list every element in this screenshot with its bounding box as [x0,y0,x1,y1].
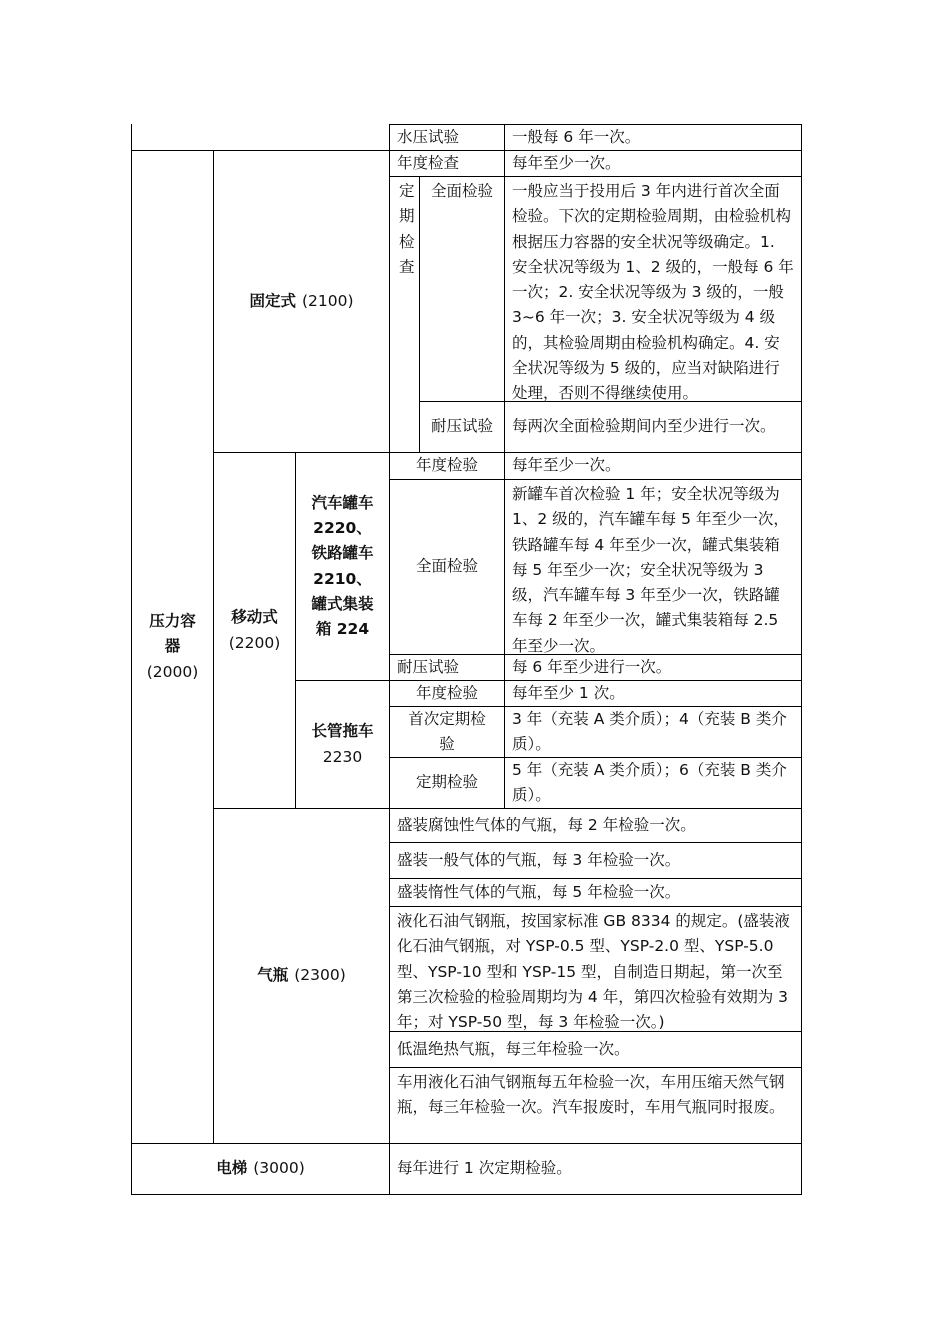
elevator-code: (3000) [253,1159,305,1178]
tank-pressure-value: 每 6 年至少进行一次。 [512,657,672,676]
cylinder-item: 车用液化石油气钢瓶每五年检验一次，车用压缩天然气钢瓶，每三年检验一次。汽车报废时，车用气瓶同时报废。 [397,1073,785,1117]
water-test-value: 一般每 6 年一次。 [512,127,641,146]
pressure-vessel-code: (2000) [146,662,199,681]
tube-trailer-label: 长管拖车 [311,722,374,741]
grid-line [131,1194,802,1195]
cylinder-item: 盛装惰性气体的气瓶，每 5 年检验一次。 [397,882,681,901]
full-inspection-value: 一般应当于投用后 3 年内进行首次全面检验。下次的定期检验周期，由检验机构根据压力容器的安全状况等级确定。1. 安全状况等级为 1、2 级的，一般每 6 年一次；2. 安全状况等级为 3 级的，一般 3~6 年一次；3. 安全状况等级为 4 级的，其检验周期由检验机构确定。4. 安全状况等级为 5 级的，应当对缺陷进行处理，否则不得继续使用。 [512,182,794,403]
tube-trailer-code: 2230 [322,747,363,766]
fixed-label: 固定式 [249,291,296,310]
tube-annual-value: 每年至少 1 次。 [512,683,625,702]
cylinder-item: 液化石油气钢瓶，按国家标准 GB 8334 的规定。(盛装液化石油气钢瓶，对 YSP-0.5 型、YSP-2.0 型、YSP-5.0 型、YSP-10 型和 YSP-15 型，自制造日期起，第一次至第三次检验的检验周期均为 4 年，第四次检验有效期为 3 年；对 YSP-50 型，每 3 年检验一次。) [397,912,790,1032]
tube-periodic-value: 5 年（充装 A 类介质）；6（充装 B 类介质）。 [512,760,787,804]
cylinder-header [214,809,389,1143]
elevator-header [132,1144,389,1194]
annual-check-label: 年度检查 [397,153,460,172]
tube-trailer-header [296,681,389,808]
tube-first-periodic-value: 3 年（充装 A 类介质）；4（充装 B 类介质）。 [512,709,787,753]
cylinder-label: 气瓶 [257,966,289,985]
tank-full-label: 全面检验 [415,557,478,576]
fixed-header [214,151,389,452]
tank-full-value: 新罐车首次检验 1 年；安全状况等级为 1、2 级的，汽车罐车每 5 年至少一次，铁路罐车每 4 年至少一次，罐式集装箱每 5 年至少一次；安全状况等级为 3 级，汽车罐车每 3 年至少一次，铁路罐车每 2 年至少一次，罐式集装箱每 2.5 年至少一次。 [512,485,789,655]
tube-annual-label: 年度检验 [415,683,478,702]
grid-line [801,124,802,1195]
elevator-label: 电梯 [216,1159,248,1178]
mobile-label: 移动式 [231,608,278,627]
pressure-test-label: 耐压试验 [431,417,494,436]
tank-car-header: 汽车罐车 2220、铁路罐车 2210、罐式集装箱 224 [311,493,374,639]
tube-periodic-label: 定期检验 [415,773,478,792]
fixed-code: (2100) [301,291,354,310]
mobile-code: (2200) [228,633,281,652]
pressure-vessel-header [132,151,213,1143]
cylinder-code: (2300) [294,966,346,985]
pressure-vessel-label: 压力容器 [149,612,196,656]
tube-first-periodic-label: 首次定期检验 [408,709,486,753]
annual-check-value: 每年至少一次。 [512,153,621,172]
cylinder-item: 低温绝热气瓶，每三年检验一次。 [397,1039,630,1058]
tank-pressure-label: 耐压试验 [397,657,460,676]
water-test-label: 水压试验 [397,127,460,146]
periodic-check-label: 定期检查 [399,182,415,276]
tank-annual-label: 年度检验 [415,456,478,475]
full-inspection-label: 全面检验 [431,182,494,200]
pressure-test-value: 每两次全面检验期间内至少进行一次。 [512,417,776,436]
tank-annual-value: 每年至少一次。 [512,456,621,475]
cylinder-item: 盛装腐蚀性气体的气瓶，每 2 年检验一次。 [397,815,696,834]
mobile-header [214,453,295,808]
elevator-value: 每年进行 1 次定期检验。 [397,1159,572,1178]
cylinder-item: 盛装一般气体的气瓶，每 3 年检验一次。 [397,850,681,869]
